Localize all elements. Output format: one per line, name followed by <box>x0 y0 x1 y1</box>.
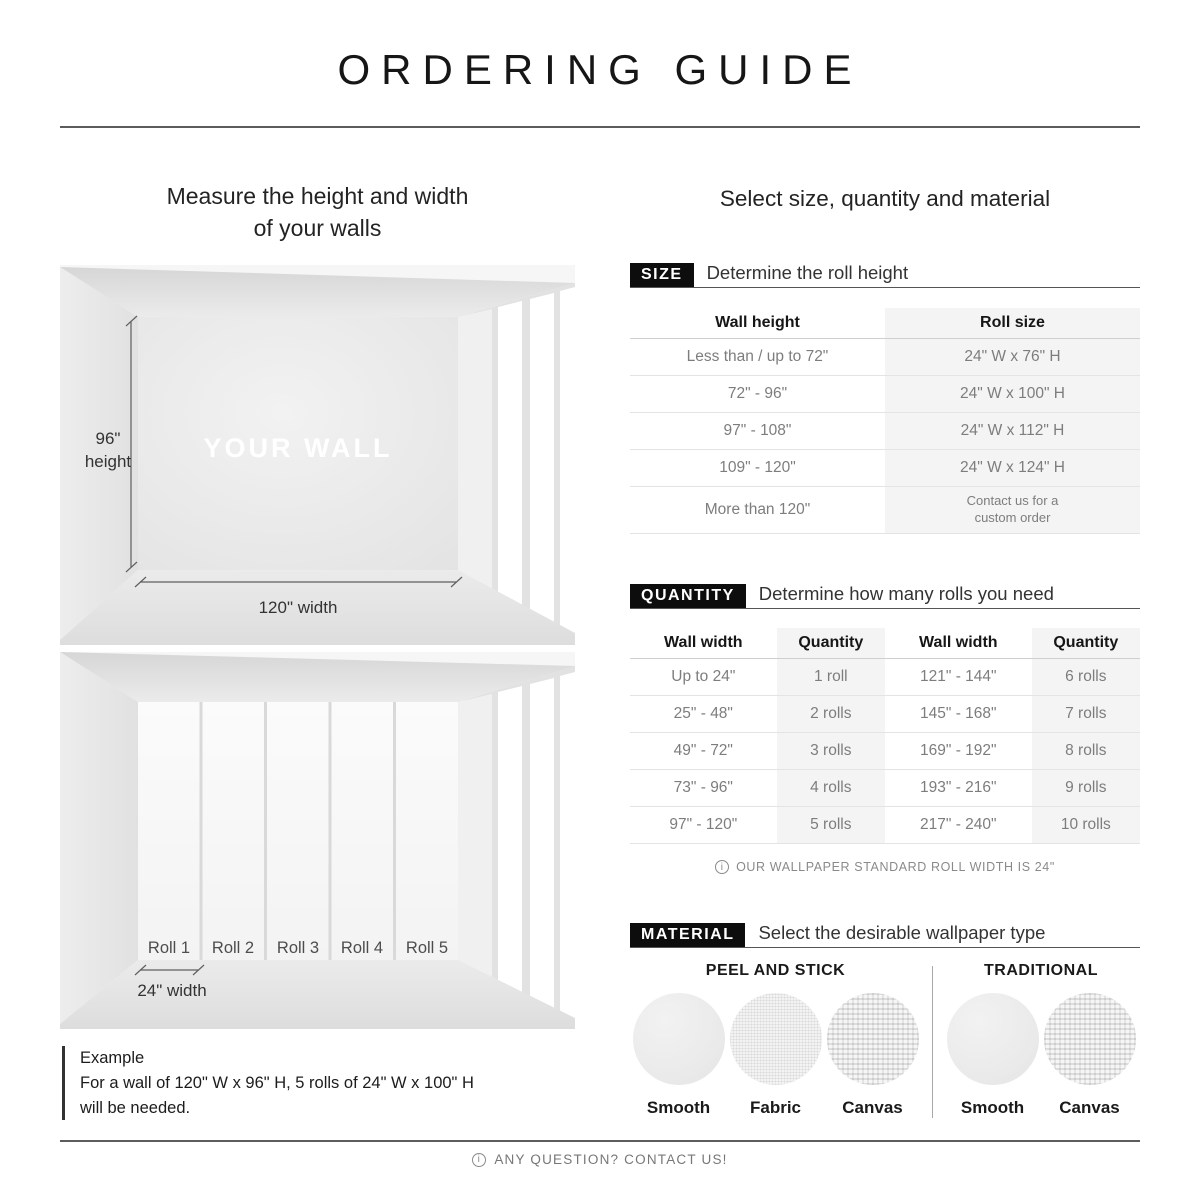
wall-height-cell: Less than / up to 72" <box>686 348 829 365</box>
swatch-label: Canvas <box>842 1098 903 1117</box>
quantity-cell: 7 rolls <box>1032 696 1140 732</box>
window-pane <box>560 287 575 645</box>
roll-panel <box>203 702 265 960</box>
wall-width-cell: 145" - 168" <box>920 705 997 722</box>
roll-size-cell: 24" W x 112" H <box>885 413 1140 449</box>
measure-heading <box>60 181 575 244</box>
quantity-badge: QUANTITY <box>630 584 746 608</box>
wallpaper-roll-panels <box>138 702 458 960</box>
swatch-label: Fabric <box>749 1098 802 1117</box>
size-row <box>630 376 1140 413</box>
quantity-cell: 2 rolls <box>777 696 885 732</box>
material-option-canvas <box>1041 993 1138 1118</box>
roll-panel <box>267 702 329 960</box>
wall-width-cell: 217" - 240" <box>920 816 997 833</box>
roll-label: Roll 2 <box>211 939 255 957</box>
quantity-table-header <box>630 628 1140 659</box>
window-pane <box>560 672 575 1029</box>
size-badge: SIZE <box>630 263 694 287</box>
roll-panel <box>332 702 394 960</box>
left-wall <box>60 652 138 1024</box>
your-wall-label: YOUR WALL <box>203 433 393 463</box>
example-note <box>62 1046 474 1120</box>
window-pane <box>498 301 522 645</box>
col-roll-size: Roll size <box>885 308 1140 338</box>
material-groups <box>630 962 1140 1118</box>
roll-size-cell: 24" W x 100" H <box>885 376 1140 412</box>
wall-height-cell: 72" - 96" <box>727 385 788 402</box>
roll-panel <box>138 702 200 960</box>
roll-label: Roll 3 <box>276 939 320 957</box>
quantity-cell: 4 rolls <box>777 770 885 806</box>
quantity-row <box>630 696 1140 733</box>
col-wall-width: Wall width <box>919 634 998 651</box>
quantity-row <box>630 733 1140 770</box>
fabric-texture-swatch <box>730 993 822 1085</box>
height-value-label: 96" <box>95 429 121 448</box>
quantity-cell: 8 rolls <box>1032 733 1140 769</box>
contact-note <box>0 1152 1200 1167</box>
select-heading: Select size, quantity and material <box>719 186 1051 211</box>
wall-height-cell: More than 120" <box>704 501 811 518</box>
room-illustration-your-wall <box>60 265 575 645</box>
size-subtitle: Determine the roll height <box>706 262 909 283</box>
quantity-subtitle: Determine how many rolls you need <box>758 583 1054 604</box>
wall-width-cell: Up to 24" <box>671 668 736 685</box>
roll-label: Roll 4 <box>340 939 384 957</box>
roll-size-cell: 24" W x 76" H <box>885 339 1140 375</box>
example-title: Example <box>80 1049 145 1067</box>
quantity-row <box>630 659 1140 696</box>
window-pane <box>530 293 554 645</box>
measure-heading-line1: Measure the height and width <box>166 183 469 209</box>
wall-height-cell: 109" - 120" <box>719 459 796 476</box>
quantity-row <box>630 770 1140 807</box>
height-word-label: height <box>84 452 132 471</box>
peel-and-stick-group <box>630 962 921 1118</box>
smooth-texture-swatch <box>947 993 1039 1085</box>
width-label: 120" width <box>258 598 338 617</box>
wall-width-cell: 49" - 72" <box>673 742 733 759</box>
roll-label: Roll 1 <box>147 939 191 957</box>
quantity-cell: 1 roll <box>777 659 885 695</box>
wall-width-cell: 193" - 216" <box>920 779 997 796</box>
size-row <box>630 339 1140 376</box>
size-table <box>630 308 1140 534</box>
material-section-header <box>630 922 1140 948</box>
size-section-header <box>630 262 1140 288</box>
roll-panel <box>396 702 458 960</box>
quantity-cell: 10 rolls <box>1032 807 1140 843</box>
material-subtitle: Select the desirable wallpaper type <box>758 922 1046 943</box>
swatch-label: Smooth <box>960 1098 1025 1117</box>
roll-size-cell: Contact us for a custom order <box>885 487 1140 533</box>
wall-width-cell: 121" - 144" <box>920 668 997 685</box>
material-option-smooth <box>944 993 1041 1118</box>
roll-label: Roll 5 <box>405 939 449 957</box>
example-line1: For a wall of 120" W x 96" H, 5 rolls of 24" W x 100" H <box>80 1073 474 1092</box>
info-icon <box>715 860 729 874</box>
bottom-divider <box>60 1140 1140 1142</box>
traditional-title: TRADITIONAL <box>984 962 1098 979</box>
traditional-group <box>944 962 1138 1118</box>
roll-width-note-text: OUR WALLPAPER STANDARD ROLL WIDTH IS 24" <box>736 860 1055 874</box>
wall-width-cell: 169" - 192" <box>920 742 997 759</box>
example-line2: will be needed. <box>80 1098 191 1117</box>
measure-heading-line2: of your walls <box>253 214 382 241</box>
smooth-texture-swatch <box>633 993 725 1085</box>
material-option-smooth <box>630 993 727 1118</box>
quantity-table <box>630 628 1140 844</box>
window-pane <box>498 686 522 1029</box>
roll-width-note <box>630 860 1140 874</box>
canvas-texture-swatch <box>1044 993 1136 1085</box>
page-title: ORDERING GUIDE <box>337 46 863 93</box>
size-row <box>630 450 1140 487</box>
wall-width-cell: 73" - 96" <box>673 779 733 796</box>
contact-note-text: ANY QUESTION? CONTACT US! <box>494 1152 728 1167</box>
swatch-label: Canvas <box>1059 1098 1120 1117</box>
quantity-row <box>630 807 1140 844</box>
col-quantity: Quantity <box>1032 628 1140 658</box>
wall-width-cell: 25" - 48" <box>673 705 733 722</box>
quantity-cell: 9 rolls <box>1032 770 1140 806</box>
material-divider <box>932 966 933 1118</box>
roll-width-label: 24" width <box>137 981 207 1000</box>
top-divider <box>60 126 1140 128</box>
material-badge: MATERIAL <box>630 923 745 947</box>
col-quantity: Quantity <box>777 628 885 658</box>
quantity-cell: 6 rolls <box>1032 659 1140 695</box>
window-pane <box>530 678 554 1029</box>
roll-size-cell: 24" W x 124" H <box>885 450 1140 486</box>
right-column <box>630 186 1140 1118</box>
quantity-cell: 3 rolls <box>777 733 885 769</box>
size-row <box>630 413 1140 450</box>
info-icon <box>472 1153 486 1167</box>
quantity-section-header <box>630 583 1140 609</box>
col-wall-width: Wall width <box>664 634 743 651</box>
quantity-cell: 5 rolls <box>777 807 885 843</box>
peel-and-stick-title: PEEL AND STICK <box>705 962 846 979</box>
material-option-fabric <box>727 993 824 1118</box>
swatch-label: Smooth <box>646 1098 711 1117</box>
size-row <box>630 487 1140 534</box>
size-table-header <box>630 308 1140 339</box>
wall-width-cell: 97" - 120" <box>669 816 738 833</box>
room-illustration-rolls <box>60 652 575 1029</box>
material-option-canvas <box>824 993 921 1118</box>
canvas-texture-swatch <box>827 993 919 1085</box>
col-wall-height: Wall height <box>715 314 800 331</box>
wall-height-cell: 97" - 108" <box>723 422 792 439</box>
